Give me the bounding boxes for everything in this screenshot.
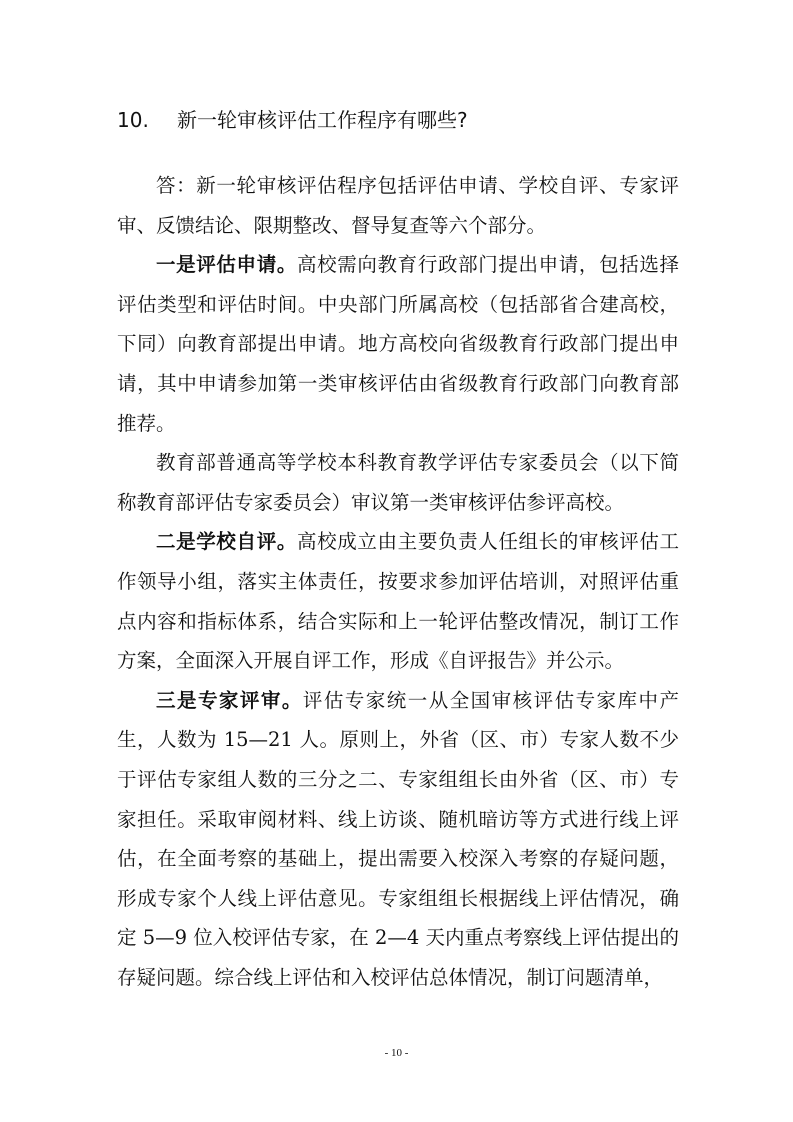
paragraph-intro: [117, 166, 679, 245]
page-number: - 10 -: [384, 1047, 409, 1059]
paragraph-lead: 三是专家评审。: [156, 688, 303, 712]
answer-body: [117, 166, 679, 997]
paragraph-lead: 二是学校自评。: [156, 530, 297, 554]
question-heading: [117, 106, 468, 134]
paragraph-committee-review: [117, 443, 679, 522]
paragraph-text: 高校成立由主要负责人任组长的审核评估工作领导小组，落实主体责任，按要求参加评估培训，对照评估重点内容和指标体系，结合实际和上一轮评估整改情况，制订工作方案，全面深入开展自评工作，形成《自评报告》并公示。: [117, 530, 679, 673]
paragraph-school-self-evaluation: [117, 522, 679, 680]
paragraph-text: 教育部普通高等学校本科教育教学评估专家委员会（以下简称教育部评估专家委员会）审议第一类审核评估参评高校。: [117, 451, 679, 514]
question-title: 新一轮审核评估工作程序有哪些?: [177, 108, 468, 132]
paragraph-text: 答：新一轮审核评估程序包括评估申请、学校自评、专家评审、反馈结论、限期整改、督导复查等六个部分。: [117, 174, 679, 237]
paragraph-lead: 一是评估申请。: [156, 253, 297, 277]
paragraph-text: 高校需向教育行政部门提出申请，包括选择评估类型和评估时间。中央部门所属高校（包括部省合建高校，下同）向教育部提出申请。地方高校向省级教育行政部门提出申请，其中申请参加第一类审核评估由省级教育行政部门向教育部推荐。: [117, 253, 679, 435]
paragraph-evaluation-application: [117, 245, 679, 443]
paragraph-expert-review: [117, 681, 679, 998]
question-number: 10.: [117, 108, 149, 132]
paragraph-text: 评估专家统一从全国审核评估专家库中产生，人数为 15—21 人。原则上，外省（区、市）专家人数不少于评估专家组人数的三分之二、专家组组长由外省（区、市）专家担任。采取审阅材料、线上访谈、随机暗访等方式进行线上评估，在全面考察的基础上，提出需要入校深入考察的存疑问题，形成专家个人线上评估意见。专家组组长根据线上评估情况，确定 5—9 位入校评估专家，在 2—4 天内重点考察线上评估提出的存疑问题。综合线上评估和入校评估总体情况，制订问题清单，: [117, 688, 679, 989]
